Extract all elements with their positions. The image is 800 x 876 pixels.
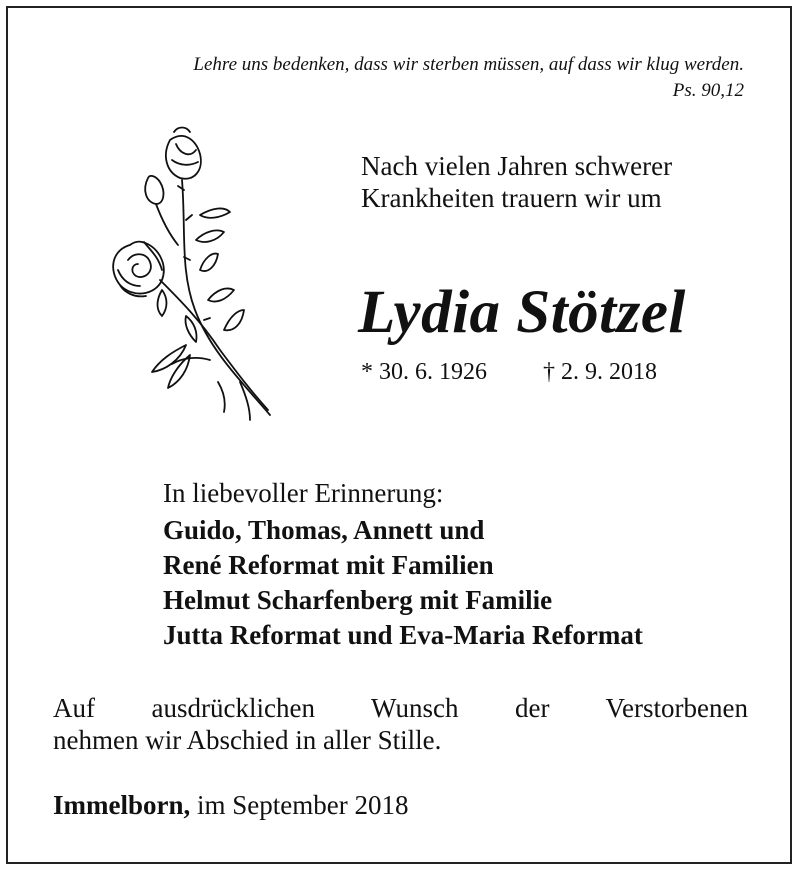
- deceased-name: Lydia Stötzel: [358, 279, 686, 346]
- notice-line-2: nehmen wir Abschied in aller Stille.: [53, 725, 442, 755]
- intro-line-1: Nach vielen Jahren schwerer: [361, 151, 673, 181]
- intro-text: [361, 150, 672, 214]
- memory-heading: In liebevoller Erinnerung:: [163, 478, 444, 508]
- mourner-line: René Reformat mit Familien: [163, 550, 494, 580]
- mourner-line: Helmut Scharfenberg mit Familie: [163, 585, 553, 615]
- scripture-quote: [44, 52, 744, 104]
- life-dates: [361, 357, 657, 387]
- mourners-list: [163, 513, 643, 653]
- mourner-line: Guido, Thomas, Annett und: [163, 515, 485, 545]
- notice-line-1: Auf ausdrücklichen Wunsch der Verstorbenen: [53, 693, 748, 723]
- funeral-notice: [53, 692, 748, 756]
- place-date: im September 2018: [190, 790, 409, 820]
- intro-line-2: Krankheiten trauern wir um: [361, 183, 662, 213]
- mourner-line: Jutta Reformat und Eva-Maria Reformat: [163, 620, 643, 650]
- place-and-date: [53, 788, 408, 822]
- birth-date: * 30. 6. 1926: [361, 359, 487, 385]
- place-town: Immelborn,: [53, 790, 191, 820]
- quote-text: Lehre uns bedenken, dass wir sterben müssen, auf dass wir klug werden.: [193, 54, 744, 75]
- death-date: † 2. 9. 2018: [543, 359, 657, 385]
- quote-source: Ps. 90,12: [672, 80, 744, 101]
- rose-icon: [100, 120, 280, 425]
